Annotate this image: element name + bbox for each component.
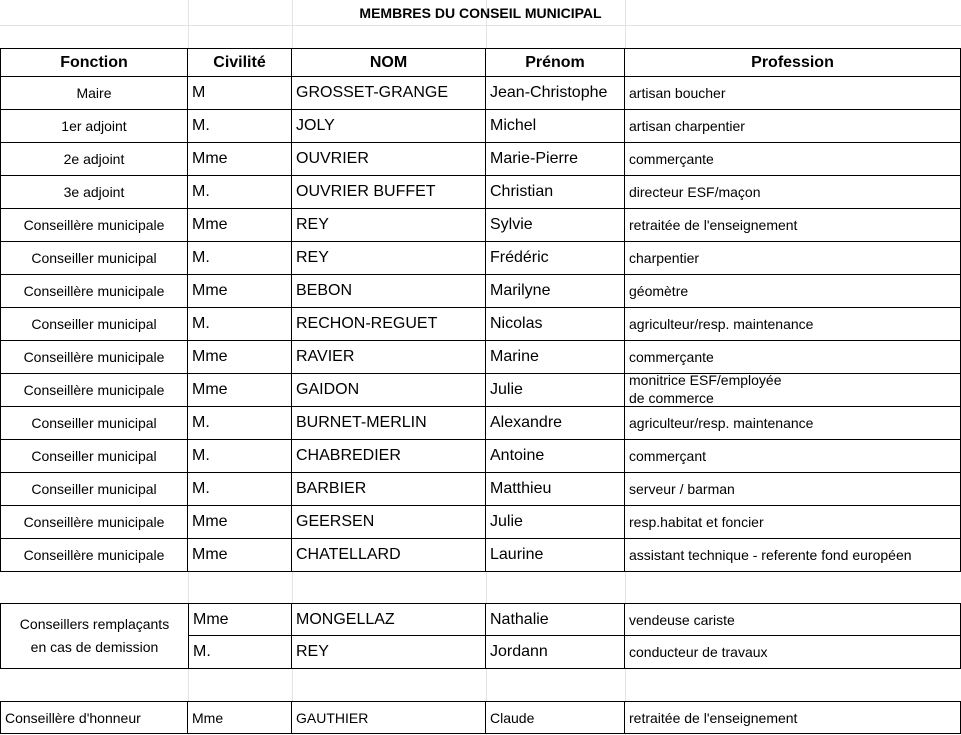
- prenom-cell: Nathalie: [486, 603, 625, 636]
- profession-cell: resp.habitat et foncier: [625, 506, 961, 539]
- replacements-label-line1: Conseillers remplaçants: [19, 616, 170, 632]
- profession-cell: artisan charpentier: [625, 110, 961, 143]
- fonction-cell: Conseillère municipale: [0, 539, 188, 572]
- profession-cell: retraitée de l'enseignement: [625, 209, 961, 242]
- prenom-cell: Julie: [486, 506, 625, 539]
- nom-cell: OUVRIER BUFFET: [292, 176, 486, 209]
- nom-cell: CHABREDIER: [292, 440, 486, 473]
- nom-cell: GAUTHIER: [292, 701, 486, 734]
- civilite-cell: Mme: [188, 374, 292, 407]
- prenom-cell: Alexandre: [486, 407, 625, 440]
- fonction-cell: Conseillère municipale: [0, 275, 188, 308]
- profession-cell: retraitée de l'enseignement: [625, 701, 961, 734]
- profession-line: de commerce: [629, 390, 714, 406]
- replacement-row: [188, 603, 961, 636]
- header-nom: NOM: [292, 48, 486, 77]
- fonction-cell: Maire: [0, 77, 188, 110]
- prenom-cell: Julie: [486, 374, 625, 407]
- nom-cell: JOLY: [292, 110, 486, 143]
- profession-cell: géomètre: [625, 275, 961, 308]
- profession-cell: artisan boucher: [625, 77, 961, 110]
- header-profession: Profession: [625, 48, 961, 77]
- prenom-cell: Christian: [486, 176, 625, 209]
- profession-cell: directeur ESF/maçon: [625, 176, 961, 209]
- profession-cell: conducteur de travaux: [625, 636, 961, 669]
- profession-cell: agriculteur/resp. maintenance: [625, 407, 961, 440]
- table-row: [0, 539, 961, 572]
- table-row: [0, 506, 961, 539]
- profession-cell: serveur / barman: [625, 473, 961, 506]
- profession-cell: commerçante: [625, 143, 961, 176]
- fonction-cell: 1er adjoint: [0, 110, 188, 143]
- honorary-row: [0, 701, 961, 734]
- prenom-cell: Nicolas: [486, 308, 625, 341]
- table-row: [0, 110, 961, 143]
- prenom-cell: Marilyne: [486, 275, 625, 308]
- fonction-cell: 3e adjoint: [0, 176, 188, 209]
- fonction-cell: 2e adjoint: [0, 143, 188, 176]
- table-row: [0, 374, 961, 407]
- civilite-cell: M.: [188, 636, 292, 669]
- replacement-row: [188, 636, 961, 669]
- table-row: [0, 341, 961, 374]
- table-row: [0, 77, 961, 110]
- replacements-label-cell: [0, 603, 189, 669]
- table-row: [0, 440, 961, 473]
- nom-cell: BARBIER: [292, 473, 486, 506]
- fonction-cell: Conseillère municipale: [0, 209, 188, 242]
- header-prenom: Prénom: [486, 48, 625, 77]
- profession-cell: agriculteur/resp. maintenance: [625, 308, 961, 341]
- civilite-cell: M.: [188, 110, 292, 143]
- table-row: [0, 308, 961, 341]
- civilite-cell: Mme: [188, 603, 292, 636]
- prenom-cell: Sylvie: [486, 209, 625, 242]
- fonction-cell: Conseillère d'honneur: [0, 701, 188, 734]
- nom-cell: CHATELLARD: [292, 539, 486, 572]
- profession-line: monitrice ESF/employée: [629, 374, 782, 388]
- civilite-cell: Mme: [188, 701, 292, 734]
- table-row: [0, 275, 961, 308]
- civilite-cell: Mme: [188, 539, 292, 572]
- fonction-cell: Conseiller municipal: [0, 242, 188, 275]
- table-row: [0, 407, 961, 440]
- civilite-cell: Mme: [188, 341, 292, 374]
- nom-cell: REY: [292, 636, 486, 669]
- nom-cell: MONGELLAZ: [292, 603, 486, 636]
- profession-cell: vendeuse cariste: [625, 603, 961, 636]
- prenom-cell: Michel: [486, 110, 625, 143]
- profession-cell: commerçant: [625, 440, 961, 473]
- fonction-cell: Conseiller municipal: [0, 440, 188, 473]
- nom-cell: REY: [292, 209, 486, 242]
- page-title: MEMBRES DU CONSEIL MUNICIPAL: [359, 5, 602, 21]
- table-row: [0, 209, 961, 242]
- nom-cell: OUVRIER: [292, 143, 486, 176]
- nom-cell: GROSSET-GRANGE: [292, 77, 486, 110]
- fonction-cell: Conseillère municipale: [0, 506, 188, 539]
- profession-cell: [625, 374, 961, 407]
- prenom-cell: Marie-Pierre: [486, 143, 625, 176]
- table-row: [0, 143, 961, 176]
- prenom-cell: Antoine: [486, 440, 625, 473]
- prenom-cell: Matthieu: [486, 473, 625, 506]
- prenom-cell: Jordann: [486, 636, 625, 669]
- nom-cell: GAIDON: [292, 374, 486, 407]
- nom-cell: GEERSEN: [292, 506, 486, 539]
- civilite-cell: M.: [188, 176, 292, 209]
- civilite-cell: M: [188, 77, 292, 110]
- table-row: [0, 242, 961, 275]
- prenom-cell: Laurine: [486, 539, 625, 572]
- profession-cell: charpentier: [625, 242, 961, 275]
- civilite-cell: M.: [188, 308, 292, 341]
- civilite-cell: M.: [188, 473, 292, 506]
- fonction-cell: Conseillère municipale: [0, 374, 188, 407]
- civilite-cell: Mme: [188, 143, 292, 176]
- table-row: [0, 473, 961, 506]
- table-row: [0, 176, 961, 209]
- civilite-cell: Mme: [188, 209, 292, 242]
- table-header: [0, 48, 961, 77]
- civilite-cell: M.: [188, 440, 292, 473]
- civilite-cell: M.: [188, 242, 292, 275]
- nom-cell: REY: [292, 242, 486, 275]
- fonction-cell: Conseiller municipal: [0, 473, 188, 506]
- nom-cell: BURNET-MERLIN: [292, 407, 486, 440]
- prenom-cell: Marine: [486, 341, 625, 374]
- prenom-cell: Claude: [486, 701, 625, 734]
- prenom-cell: Frédéric: [486, 242, 625, 275]
- fonction-cell: Conseillère municipale: [0, 341, 188, 374]
- nom-cell: RAVIER: [292, 341, 486, 374]
- nom-cell: BEBON: [292, 275, 486, 308]
- civilite-cell: Mme: [188, 506, 292, 539]
- header-civilite: Civilité: [188, 48, 292, 77]
- nom-cell: RECHON-REGUET: [292, 308, 486, 341]
- civilite-cell: M.: [188, 407, 292, 440]
- civilite-cell: Mme: [188, 275, 292, 308]
- replacements-label-line2: en cas de demission: [30, 639, 159, 655]
- fonction-cell: Conseiller municipal: [0, 308, 188, 341]
- profession-cell: commerçante: [625, 341, 961, 374]
- fonction-cell: Conseiller municipal: [0, 407, 188, 440]
- prenom-cell: Jean-Christophe: [486, 77, 625, 110]
- header-fonction: Fonction: [0, 48, 188, 77]
- profession-cell: assistant technique - referente fond européen: [625, 539, 961, 572]
